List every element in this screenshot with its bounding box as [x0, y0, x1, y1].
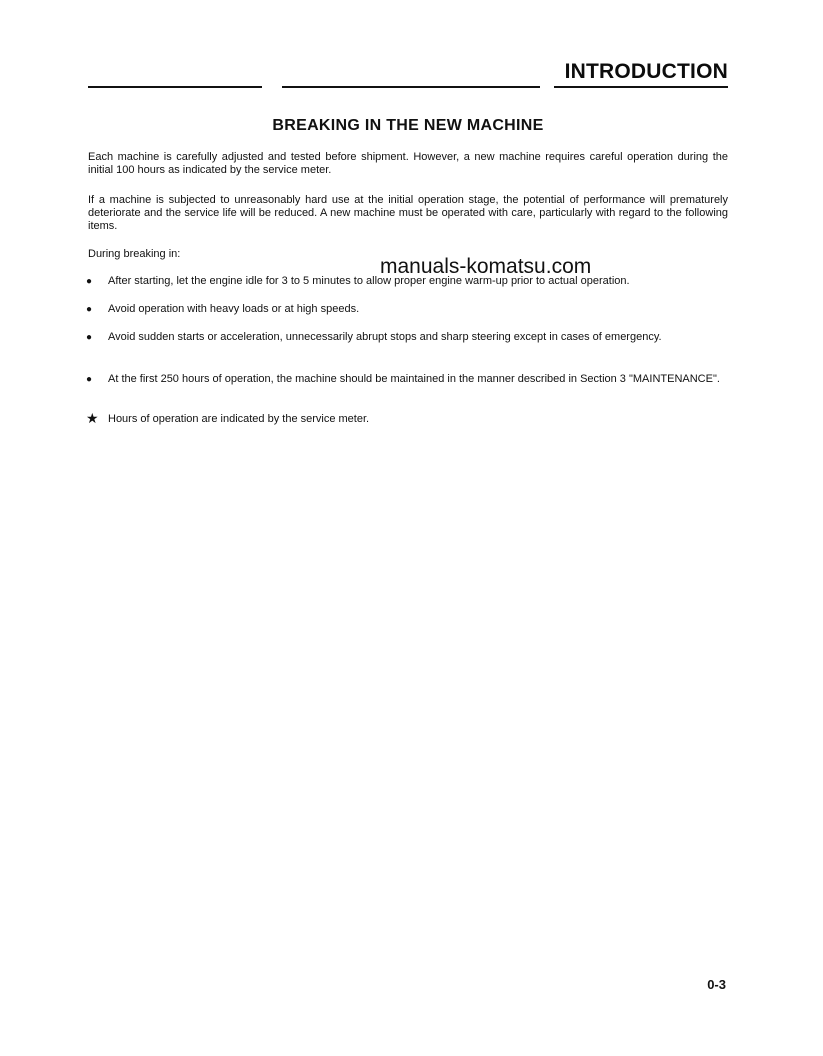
bullet-icon: ● [86, 332, 93, 343]
list-item-text: Avoid sudden starts or acceleration, unnecessarily abrupt stops and sharp steering except in cases of emergency. [108, 331, 662, 343]
list-item [86, 331, 728, 344]
list-item-text: Avoid operation with heavy loads or at high speeds. [108, 303, 360, 315]
header-rule [88, 86, 728, 88]
list-item [86, 303, 728, 316]
bullet-icon: ● [86, 304, 93, 315]
breaking-in-label: During breaking in: [88, 248, 181, 260]
bullet-icon: ● [86, 276, 93, 287]
header-rule-gap [540, 86, 554, 88]
note-text: Hours of operation are indicated by the service meter. [108, 413, 370, 425]
list-item-text: At the first 250 hours of operation, the machine should be maintained in the manner described in Section 3 "MAINTENANCE". [108, 373, 720, 385]
watermark-text: manuals-komatsu.com [380, 255, 592, 278]
list-item-text: After starting, let the engine idle for 3 to 5 minutes to allow proper engine warm-up prior to actual operation. [108, 275, 630, 287]
header-rule-gap [262, 86, 282, 88]
warning-paragraph: If a machine is subjected to unreasonably hard use at the initial operation stage, the potential of performance will prematurely deteriorate and the service life will be reduced. A new machine must be operated with care, particularly with regard to the following items. [88, 194, 728, 232]
page-heading: BREAKING IN THE NEW MACHINE [272, 117, 544, 134]
section-header: INTRODUCTION [564, 60, 728, 83]
intro-paragraph: Each machine is carefully adjusted and tested before shipment. However, a new machine requires careful operation during the initial 100 hours as indicated by the service meter. [88, 151, 728, 176]
bullet-icon: ● [86, 374, 93, 385]
service-meter-note [86, 410, 728, 426]
star-icon: ★ [86, 410, 99, 426]
page-number: 0-3 [707, 977, 726, 992]
list-item [86, 373, 728, 386]
